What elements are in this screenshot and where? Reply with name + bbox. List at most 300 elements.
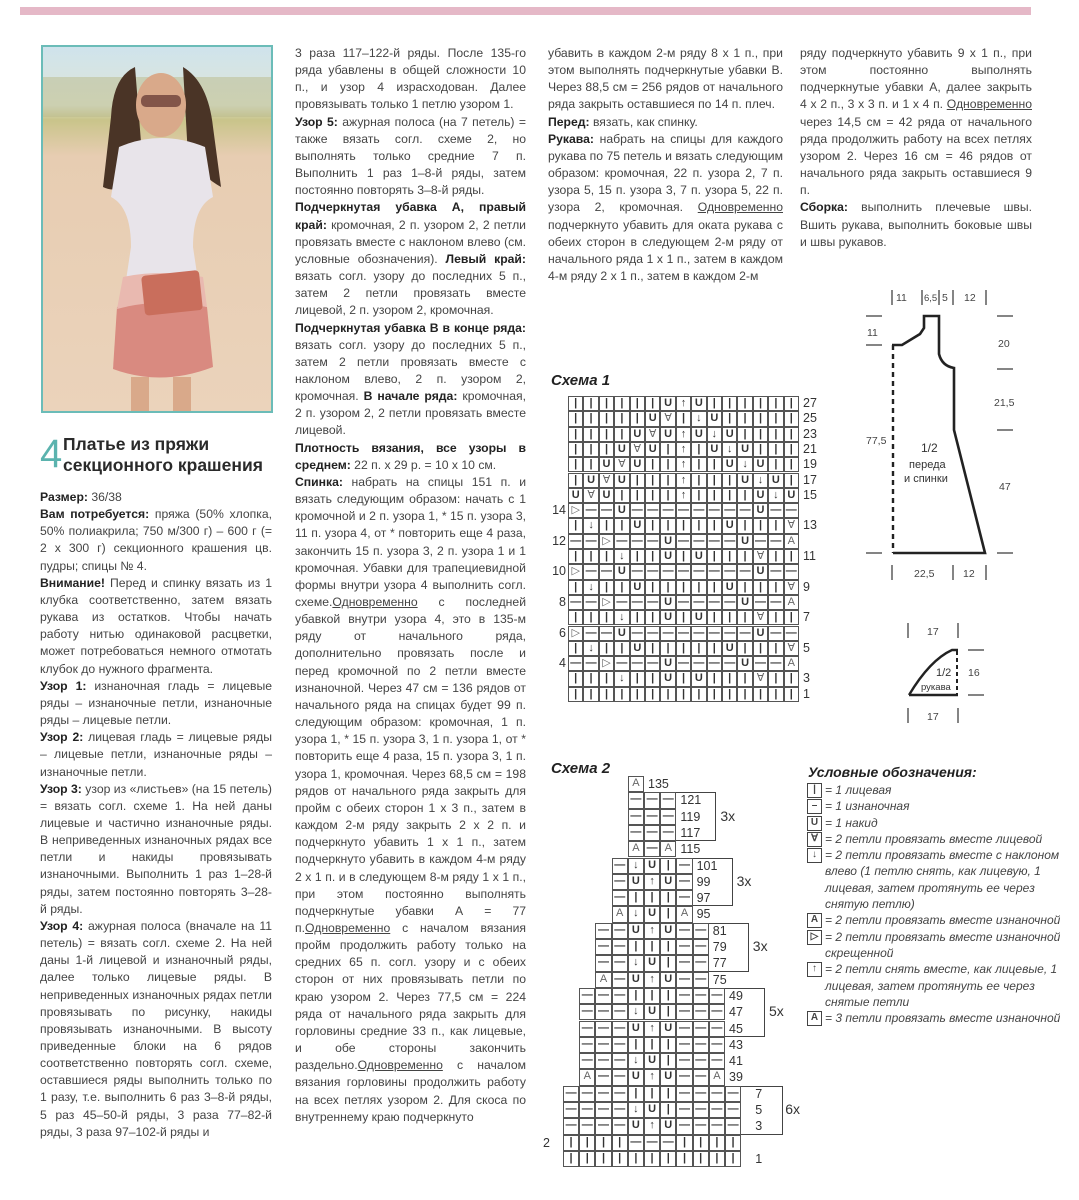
knit-symbol: | xyxy=(630,687,645,702)
knit-symbol: | xyxy=(707,549,722,564)
knit-symbol: | xyxy=(753,396,768,411)
knit-symbol: | xyxy=(768,610,783,625)
p2tog-tbl-symbol: ▷ xyxy=(568,503,583,518)
paragraph-text: кромочная, 2 п. узором 2, 2 петли провязать вместе лицевой. xyxy=(295,389,526,438)
purl-symbol: — xyxy=(595,1004,611,1020)
yarn-over-symbol: U xyxy=(630,641,645,656)
purl-symbol: — xyxy=(595,1037,611,1053)
knit-symbol: | xyxy=(660,473,675,488)
knit-symbol: | xyxy=(707,488,722,503)
yarn-over-symbol: U xyxy=(645,411,660,426)
knit-symbol: | xyxy=(768,549,783,564)
purl-symbol: — xyxy=(707,534,722,549)
purl-symbol: — xyxy=(563,1118,579,1134)
purl-symbol: — xyxy=(630,534,645,549)
knit-symbol: | xyxy=(645,396,660,411)
k2tog-symbol: ∀ xyxy=(645,427,660,442)
legend-item xyxy=(807,831,1067,847)
paragraph-heading: Узор 3: xyxy=(40,781,82,796)
purl-symbol: — xyxy=(676,626,691,641)
purl-symbol: — xyxy=(707,564,722,579)
knit-symbol: | xyxy=(693,1135,709,1151)
knit-symbol: | xyxy=(599,549,614,564)
yarn-over-symbol: U xyxy=(644,1053,660,1069)
purl-symbol: — xyxy=(676,1037,692,1053)
repeat-count: 3x xyxy=(720,807,736,824)
purl-symbol: — xyxy=(691,626,706,641)
knit-symbol: | xyxy=(737,671,752,686)
purl-symbol: — xyxy=(612,923,628,939)
row-number: 7 xyxy=(803,610,810,625)
knit-symbol: | xyxy=(753,580,768,595)
paragraph-text: вязать, как спинку. xyxy=(589,114,698,129)
row-number: 39 xyxy=(729,1070,743,1085)
p2tog-symbol: A xyxy=(595,972,611,988)
paragraph-text: через 14,5 см = 42 ряда от начального ряда продолжить работу на всех петлях узором 2. Через 16 см = 46 рядов от начального ряда закрыть оставшиеся 9 п. xyxy=(800,114,1032,198)
knit-symbol: | xyxy=(707,473,722,488)
ssk-symbol: ↓ xyxy=(614,610,629,625)
knit-symbol: | xyxy=(630,671,645,686)
ssk-symbol: ↓ xyxy=(753,473,768,488)
sleeve-dim-top: 17 xyxy=(927,626,939,638)
p2tog-icon: A xyxy=(807,913,822,928)
purl-symbol: — xyxy=(676,874,692,890)
text-column-3 xyxy=(548,45,783,285)
purl-symbol: — xyxy=(583,534,598,549)
yarn-over-symbol: U xyxy=(691,549,706,564)
dress-photo xyxy=(41,45,273,413)
knit-symbol: | xyxy=(660,518,675,533)
knit-symbol: | xyxy=(568,610,583,625)
repeat-bracket xyxy=(709,923,749,972)
paragraph-text: 22 п. х 29 р. = 10 х 10 см. xyxy=(350,457,497,472)
paragraph-subheading: В начале ряда: xyxy=(358,389,458,404)
purl-symbol: — xyxy=(579,1037,595,1053)
row-number: 6 xyxy=(559,625,566,640)
p2tog-tbl-icon: ▷ xyxy=(807,930,822,945)
dim-bottom-1: 22,5 xyxy=(914,568,935,580)
purl-symbol: — xyxy=(676,858,692,874)
knit-symbol: | xyxy=(707,610,722,625)
knit-symbol: | xyxy=(583,427,598,442)
knit-symbol: | xyxy=(737,427,752,442)
yarn-over-symbol: U xyxy=(691,427,706,442)
paragraph xyxy=(40,575,272,678)
yarn-over-symbol: U xyxy=(644,858,660,874)
knit-symbol: | xyxy=(583,687,598,702)
purl-symbol: — xyxy=(693,939,709,955)
knit-symbol: | xyxy=(614,396,629,411)
row-number: 13 xyxy=(803,518,817,533)
ssk-icon: ↓ xyxy=(807,848,822,863)
k2tog-symbol: ∀ xyxy=(583,488,598,503)
yarn-over-symbol: U xyxy=(660,923,676,939)
purl-symbol: — xyxy=(612,1021,628,1037)
yarn-over-symbol: U xyxy=(691,671,706,686)
purl-symbol: — xyxy=(693,1004,709,1020)
paragraph-heading: Узор 2: xyxy=(40,730,84,745)
paragraph xyxy=(40,918,272,1141)
sleeve-dim-bottom: 17 xyxy=(927,711,939,723)
knit-symbol: | xyxy=(599,442,614,457)
knit-symbol: | xyxy=(768,687,783,702)
paragraph-text: вязать согл. узору до последних 5 п., затем 2 петли провязать вместе с наклоном влево, 2 п. узором 2, кромочная. xyxy=(295,337,526,404)
underlined-term: Одновременно xyxy=(697,200,783,215)
row-number: 11 xyxy=(803,549,816,563)
yarn-over-symbol: U xyxy=(660,656,675,671)
purl-symbol: — xyxy=(707,503,722,518)
purl-symbol: — xyxy=(660,1135,676,1151)
p3tog-icon: A xyxy=(807,1011,822,1026)
yarn-over-symbol: U xyxy=(737,442,752,457)
knit-symbol: | xyxy=(614,518,629,533)
yarn-over-symbol: U xyxy=(784,488,799,503)
purl-symbol: — xyxy=(630,656,645,671)
purl-symbol: — xyxy=(709,1037,725,1053)
purl-symbol: — xyxy=(753,656,768,671)
knit-symbol: | xyxy=(595,1135,611,1151)
knit-symbol: | xyxy=(676,641,691,656)
repeat-count: 5x xyxy=(769,1003,784,1020)
row-number: 117 xyxy=(680,825,701,840)
purl-symbol: — xyxy=(614,656,629,671)
knit-symbol: | xyxy=(568,411,583,426)
row-number: 4 xyxy=(559,656,566,671)
knit-symbol: | xyxy=(722,396,737,411)
yarn-over-symbol: U xyxy=(753,457,768,472)
knit-symbol: | xyxy=(568,396,583,411)
purl-symbol: — xyxy=(628,809,644,825)
purl-symbol: — xyxy=(709,988,725,1004)
yarn-over-symbol: U xyxy=(660,549,675,564)
knit-symbol: | xyxy=(614,580,629,595)
purl-symbol: — xyxy=(579,1118,595,1134)
purl-symbol: — xyxy=(722,595,737,610)
purl-symbol: — xyxy=(691,656,706,671)
knit-symbol: | xyxy=(737,687,752,702)
central-double-dec-symbol: ↑ xyxy=(644,1069,660,1085)
paragraph-text: с последней убавкой внутри узора 4, это в 135-м ряду от начального ряда, дополнительно провязать после и перед кромочной по 2 петли вместе изнаночной. Через 47 см = 136 рядов от начального ряда на спицах будет 99 п. следующим образом: кромочная, 1 п. узора 1, * 15 п. узора 3, 1 п. узора 1, от * повторить еще 4 раза, 15 п. узора 3, 1 п. узора 1, кромочная. Через 68,5 см = 198 рядов от начального ряда закрыть для пройм с обеих сторон 1 х 3 п., затем в каждом 2-м ряду закрыть 2 х 2 п. и подчеркнуто убавить 1 х 1 п., затем подчеркнуто убавить в каждом 4-м ряду 2 х 1 п. и в следующем 8-м ряду 1 х 1 п., при этом постоянно выполнять подчеркнутые убавки А = 77 п. xyxy=(295,595,526,935)
knit-symbol: | xyxy=(583,671,598,686)
purl-symbol: — xyxy=(707,595,722,610)
row-number: 25 xyxy=(803,411,817,426)
knit-symbol: | xyxy=(599,671,614,686)
dim-bottom-2: 12 xyxy=(963,568,975,580)
purl-symbol: — xyxy=(693,923,709,939)
knit-symbol: | xyxy=(568,671,583,686)
paragraph-heading: Плотность вязания, все узоры в среднем: xyxy=(295,440,526,472)
paragraph-heading: Внимание! xyxy=(40,575,105,590)
purl-symbol: — xyxy=(693,1086,709,1102)
sleeve-label-1: 1/2 xyxy=(936,667,952,679)
ssk-symbol: ↓ xyxy=(628,1053,644,1069)
repeat-count: 3x xyxy=(736,872,752,889)
knit-symbol: | xyxy=(644,988,660,1004)
knit-symbol: | xyxy=(614,687,629,702)
yarn-over-symbol: U xyxy=(614,626,629,641)
knit-symbol: | xyxy=(599,580,614,595)
central-double-dec-icon: ↑ xyxy=(807,962,822,977)
purl-symbol: — xyxy=(628,1135,644,1151)
purl-symbol: — xyxy=(676,534,691,549)
legend-text: = 1 накид xyxy=(825,815,878,830)
knit-symbol: | xyxy=(644,890,660,906)
paragraph-heading: Узор 1: xyxy=(40,678,87,693)
purl-symbol: — xyxy=(612,1053,628,1069)
row-number: 47 xyxy=(729,1005,743,1020)
paragraph xyxy=(40,729,272,780)
knit-symbol: | xyxy=(645,671,660,686)
repeat-count: 3x xyxy=(752,938,768,954)
knit-symbol: | xyxy=(737,641,752,656)
row-number: 43 xyxy=(729,1037,743,1052)
knit-symbol: | xyxy=(660,988,676,1004)
yarn-over-symbol: U xyxy=(644,955,660,971)
legend-text: = 2 петли снять вместе, как лицевые, 1 лицевая, затем протянуть ее через снятые петли xyxy=(825,962,1058,1009)
yarn-over-symbol: U xyxy=(660,610,675,625)
row-number: 17 xyxy=(803,472,817,487)
paragraph-heading: Перед: xyxy=(548,114,590,129)
paragraph xyxy=(40,506,272,575)
central-double-dec-symbol: ↑ xyxy=(676,427,691,442)
purl-symbol: — xyxy=(676,503,691,518)
knit-symbol: | xyxy=(579,1151,595,1167)
purl-symbol: — xyxy=(722,564,737,579)
article-title xyxy=(63,434,283,476)
purl-symbol: — xyxy=(691,595,706,610)
dim-right-1: 20 xyxy=(998,338,1010,350)
knit-symbol: | xyxy=(753,687,768,702)
knit-symbol: | xyxy=(645,488,660,503)
knit-symbol: | xyxy=(722,610,737,625)
knit-symbol: | xyxy=(645,610,660,625)
row-number: 97 xyxy=(696,891,711,906)
knit-symbol: | xyxy=(563,1151,579,1167)
knit-symbol: | xyxy=(599,411,614,426)
yarn-over-symbol: U xyxy=(599,488,614,503)
text-column-4 xyxy=(800,45,1032,251)
yarn-over-symbol: U xyxy=(614,473,629,488)
purl-symbol: — xyxy=(612,874,628,890)
purl-symbol: — xyxy=(660,792,676,808)
central-double-dec-symbol: ↑ xyxy=(644,874,660,890)
legend-text: = 2 петли провязать вместе изнаночной xyxy=(825,913,1061,928)
paragraph xyxy=(548,131,783,285)
knit-symbol: | xyxy=(707,671,722,686)
yarn-over-symbol: U xyxy=(660,1021,676,1037)
knit-symbol: | xyxy=(614,641,629,656)
knit-symbol: | xyxy=(568,641,583,656)
purl-symbol: — xyxy=(784,503,799,518)
yarn-over-symbol: U xyxy=(707,442,722,457)
ssk-symbol: ↓ xyxy=(707,427,722,442)
purl-symbol: — xyxy=(676,988,692,1004)
knit-symbol: | xyxy=(660,1053,676,1069)
ssk-symbol: ↓ xyxy=(628,955,644,971)
central-double-dec-symbol: ↑ xyxy=(676,473,691,488)
purl-symbol: — xyxy=(691,564,706,579)
underlined-term: Одновременно xyxy=(357,1058,443,1073)
purl-symbol: — xyxy=(676,595,691,610)
knit-symbol: | xyxy=(660,442,675,457)
yarn-over-symbol: U xyxy=(660,427,675,442)
knit-symbol: | xyxy=(784,442,799,457)
paragraph xyxy=(548,45,783,114)
knit-symbol: | xyxy=(784,473,799,488)
article-number: 4 xyxy=(40,432,63,476)
paragraph-text: с началом вязания пройм продолжить работу только на средних 65 п. согл. узору и с обеих сторон от них провязывать петли по краю узором 2. Через 77,5 см = 224 ряда от начального ряда закрыть для горловины средние 33 п., как лицевые, и обе стороны закончить раздельно. xyxy=(295,920,526,1073)
dim-left-top: 11 xyxy=(867,327,878,339)
paragraph xyxy=(295,474,526,1126)
knit-symbol: | xyxy=(628,939,644,955)
purl-symbol: — xyxy=(630,503,645,518)
paragraph-text: набрать на спицы 151 п. и вязать следующим образом: начать с 1 кромочной и 2 п. узора 1, * 15 п. узора 3, 11 п. узора 4, от * повторить еще 4 раза, закончить 15 п. узора 3, 2 п. узора 1 и 1 кромочная. Убавки для трапециевидной формы внутри узора 4 выполнить согл. схеме. xyxy=(295,474,526,609)
knit-symbol: | xyxy=(691,457,706,472)
purl-symbol: — xyxy=(579,1053,595,1069)
knit-symbol: | xyxy=(660,955,676,971)
legend-text: = 1 лицевая xyxy=(825,783,892,797)
purl-symbol: — xyxy=(644,809,660,825)
knit-symbol: | xyxy=(568,473,583,488)
purl-symbol: — xyxy=(676,1118,692,1134)
yarn-over-symbol: U xyxy=(691,396,706,411)
knit-symbol: | xyxy=(630,473,645,488)
purl-symbol: — xyxy=(599,626,614,641)
purl-symbol: — xyxy=(563,1086,579,1102)
paragraph-heading: Подчеркнутая убавка А, правый край: xyxy=(295,200,526,232)
dim-top-1: 11 xyxy=(896,292,907,304)
knit-symbol: | xyxy=(660,1102,676,1118)
knit-symbol: | xyxy=(628,890,644,906)
knit-symbol: | xyxy=(660,858,676,874)
knit-symbol: | xyxy=(768,580,783,595)
yarn-over-symbol: U xyxy=(628,1069,644,1085)
paragraph-text: кромочная, 2 п. узором 2, 2 петли провязать вместе с наклоном влево (см. условные обозначения). xyxy=(295,217,526,266)
body-label-2: переда xyxy=(909,459,946,471)
body-label-1: 1/2 xyxy=(921,441,938,455)
purl-symbol: — xyxy=(693,1053,709,1069)
row-number: 9 xyxy=(803,579,810,594)
k2tog-symbol: ∀ xyxy=(753,671,768,686)
purl-symbol: — xyxy=(707,626,722,641)
yarn-over-symbol: U xyxy=(753,626,768,641)
purl-symbol: — xyxy=(676,923,692,939)
purl-symbol: — xyxy=(583,564,598,579)
purl-symbol: — xyxy=(612,939,628,955)
row-number: 1 xyxy=(755,1151,763,1166)
k2tog-symbol: ∀ xyxy=(784,580,799,595)
paragraph xyxy=(295,114,526,200)
purl-symbol: — xyxy=(660,825,676,841)
purl-symbol: — xyxy=(676,972,692,988)
underlined-term: Одновременно xyxy=(305,920,391,935)
row-number: 2 xyxy=(543,1135,550,1150)
purl-symbol: — xyxy=(595,1102,611,1118)
knit-symbol: | xyxy=(599,518,614,533)
purl-symbol: — xyxy=(676,1086,692,1102)
knit-symbol: | xyxy=(599,610,614,625)
knit-symbol: | xyxy=(630,411,645,426)
row-number: 121 xyxy=(680,793,702,808)
k2tog-icon: ∀ xyxy=(807,832,822,847)
purl-symbol: — xyxy=(645,564,660,579)
knit-symbol: | xyxy=(722,473,737,488)
knit-symbol: | xyxy=(722,411,737,426)
knit-symbol: | xyxy=(722,687,737,702)
schema-1-title: Схема 1 xyxy=(551,372,611,389)
purl-symbol: — xyxy=(644,841,660,857)
paragraph xyxy=(295,440,526,474)
article-title-line2: секционного крашения xyxy=(63,455,263,475)
row-number: 14 xyxy=(552,503,566,518)
purl-symbol: — xyxy=(768,564,783,579)
legend-item xyxy=(807,1010,1067,1026)
knit-symbol: | xyxy=(645,518,660,533)
paragraph-heading: Вам потребуется: xyxy=(40,507,150,522)
purl-symbol: — xyxy=(722,656,737,671)
knit-symbol: | xyxy=(753,442,768,457)
purl-symbol: — xyxy=(676,1021,692,1037)
paragraph xyxy=(295,199,526,319)
dim-top-4: 12 xyxy=(964,292,976,304)
p2tog-tbl-symbol: ▷ xyxy=(599,534,614,549)
knit-symbol: | xyxy=(579,1135,595,1151)
knit-symbol: | xyxy=(784,457,799,472)
row-number: 3 xyxy=(755,1119,763,1134)
purl-symbol: — xyxy=(768,534,783,549)
purl-symbol: — xyxy=(614,534,629,549)
purl-icon: – xyxy=(807,799,822,814)
legend-title: Условные обозначения: xyxy=(808,764,977,780)
purl-symbol: — xyxy=(612,1086,628,1102)
knit-symbol: | xyxy=(768,671,783,686)
knit-symbol: | xyxy=(568,580,583,595)
knit-symbol: | xyxy=(644,1151,660,1167)
purl-symbol: — xyxy=(768,626,783,641)
purl-symbol: — xyxy=(583,656,598,671)
yarn-over-symbol: U xyxy=(768,473,783,488)
paragraph xyxy=(548,114,783,131)
purl-symbol: — xyxy=(768,595,783,610)
knit-symbol: | xyxy=(644,1086,660,1102)
yarn-over-symbol: U xyxy=(722,580,737,595)
purl-symbol: — xyxy=(583,626,598,641)
purl-symbol: — xyxy=(612,1102,628,1118)
paragraph xyxy=(295,45,526,114)
p2tog-symbol: A xyxy=(660,841,676,857)
purl-symbol: — xyxy=(612,1004,628,1020)
knit-symbol: | xyxy=(583,610,598,625)
paragraph-text: ажурная полоса (на 7 петель) = также вязать согл. схеме 2, но выполнять только средние 7 п. Выполнить 1 раз 1–8-й ряды, затем постоянно повторять 3–8-й ряды. xyxy=(295,114,527,198)
paragraph-heading: Спинка: xyxy=(295,474,343,489)
knit-symbol: | xyxy=(660,1037,676,1053)
purl-symbol: — xyxy=(768,503,783,518)
knit-symbol: | xyxy=(722,549,737,564)
purl-symbol: — xyxy=(784,626,799,641)
knit-symbol: | xyxy=(614,427,629,442)
purl-symbol: — xyxy=(660,564,675,579)
underlined-term: Одновременно xyxy=(332,595,418,609)
yarn-over-symbol: U xyxy=(644,1102,660,1118)
row-number: 49 xyxy=(729,988,743,1003)
purl-symbol: — xyxy=(583,595,598,610)
yarn-over-symbol: U xyxy=(628,1118,644,1134)
knit-symbol: | xyxy=(737,396,752,411)
knit-symbol: | xyxy=(583,549,598,564)
k2tog-symbol: ∀ xyxy=(784,518,799,533)
knit-symbol: | xyxy=(784,610,799,625)
knit-symbol: | xyxy=(707,457,722,472)
